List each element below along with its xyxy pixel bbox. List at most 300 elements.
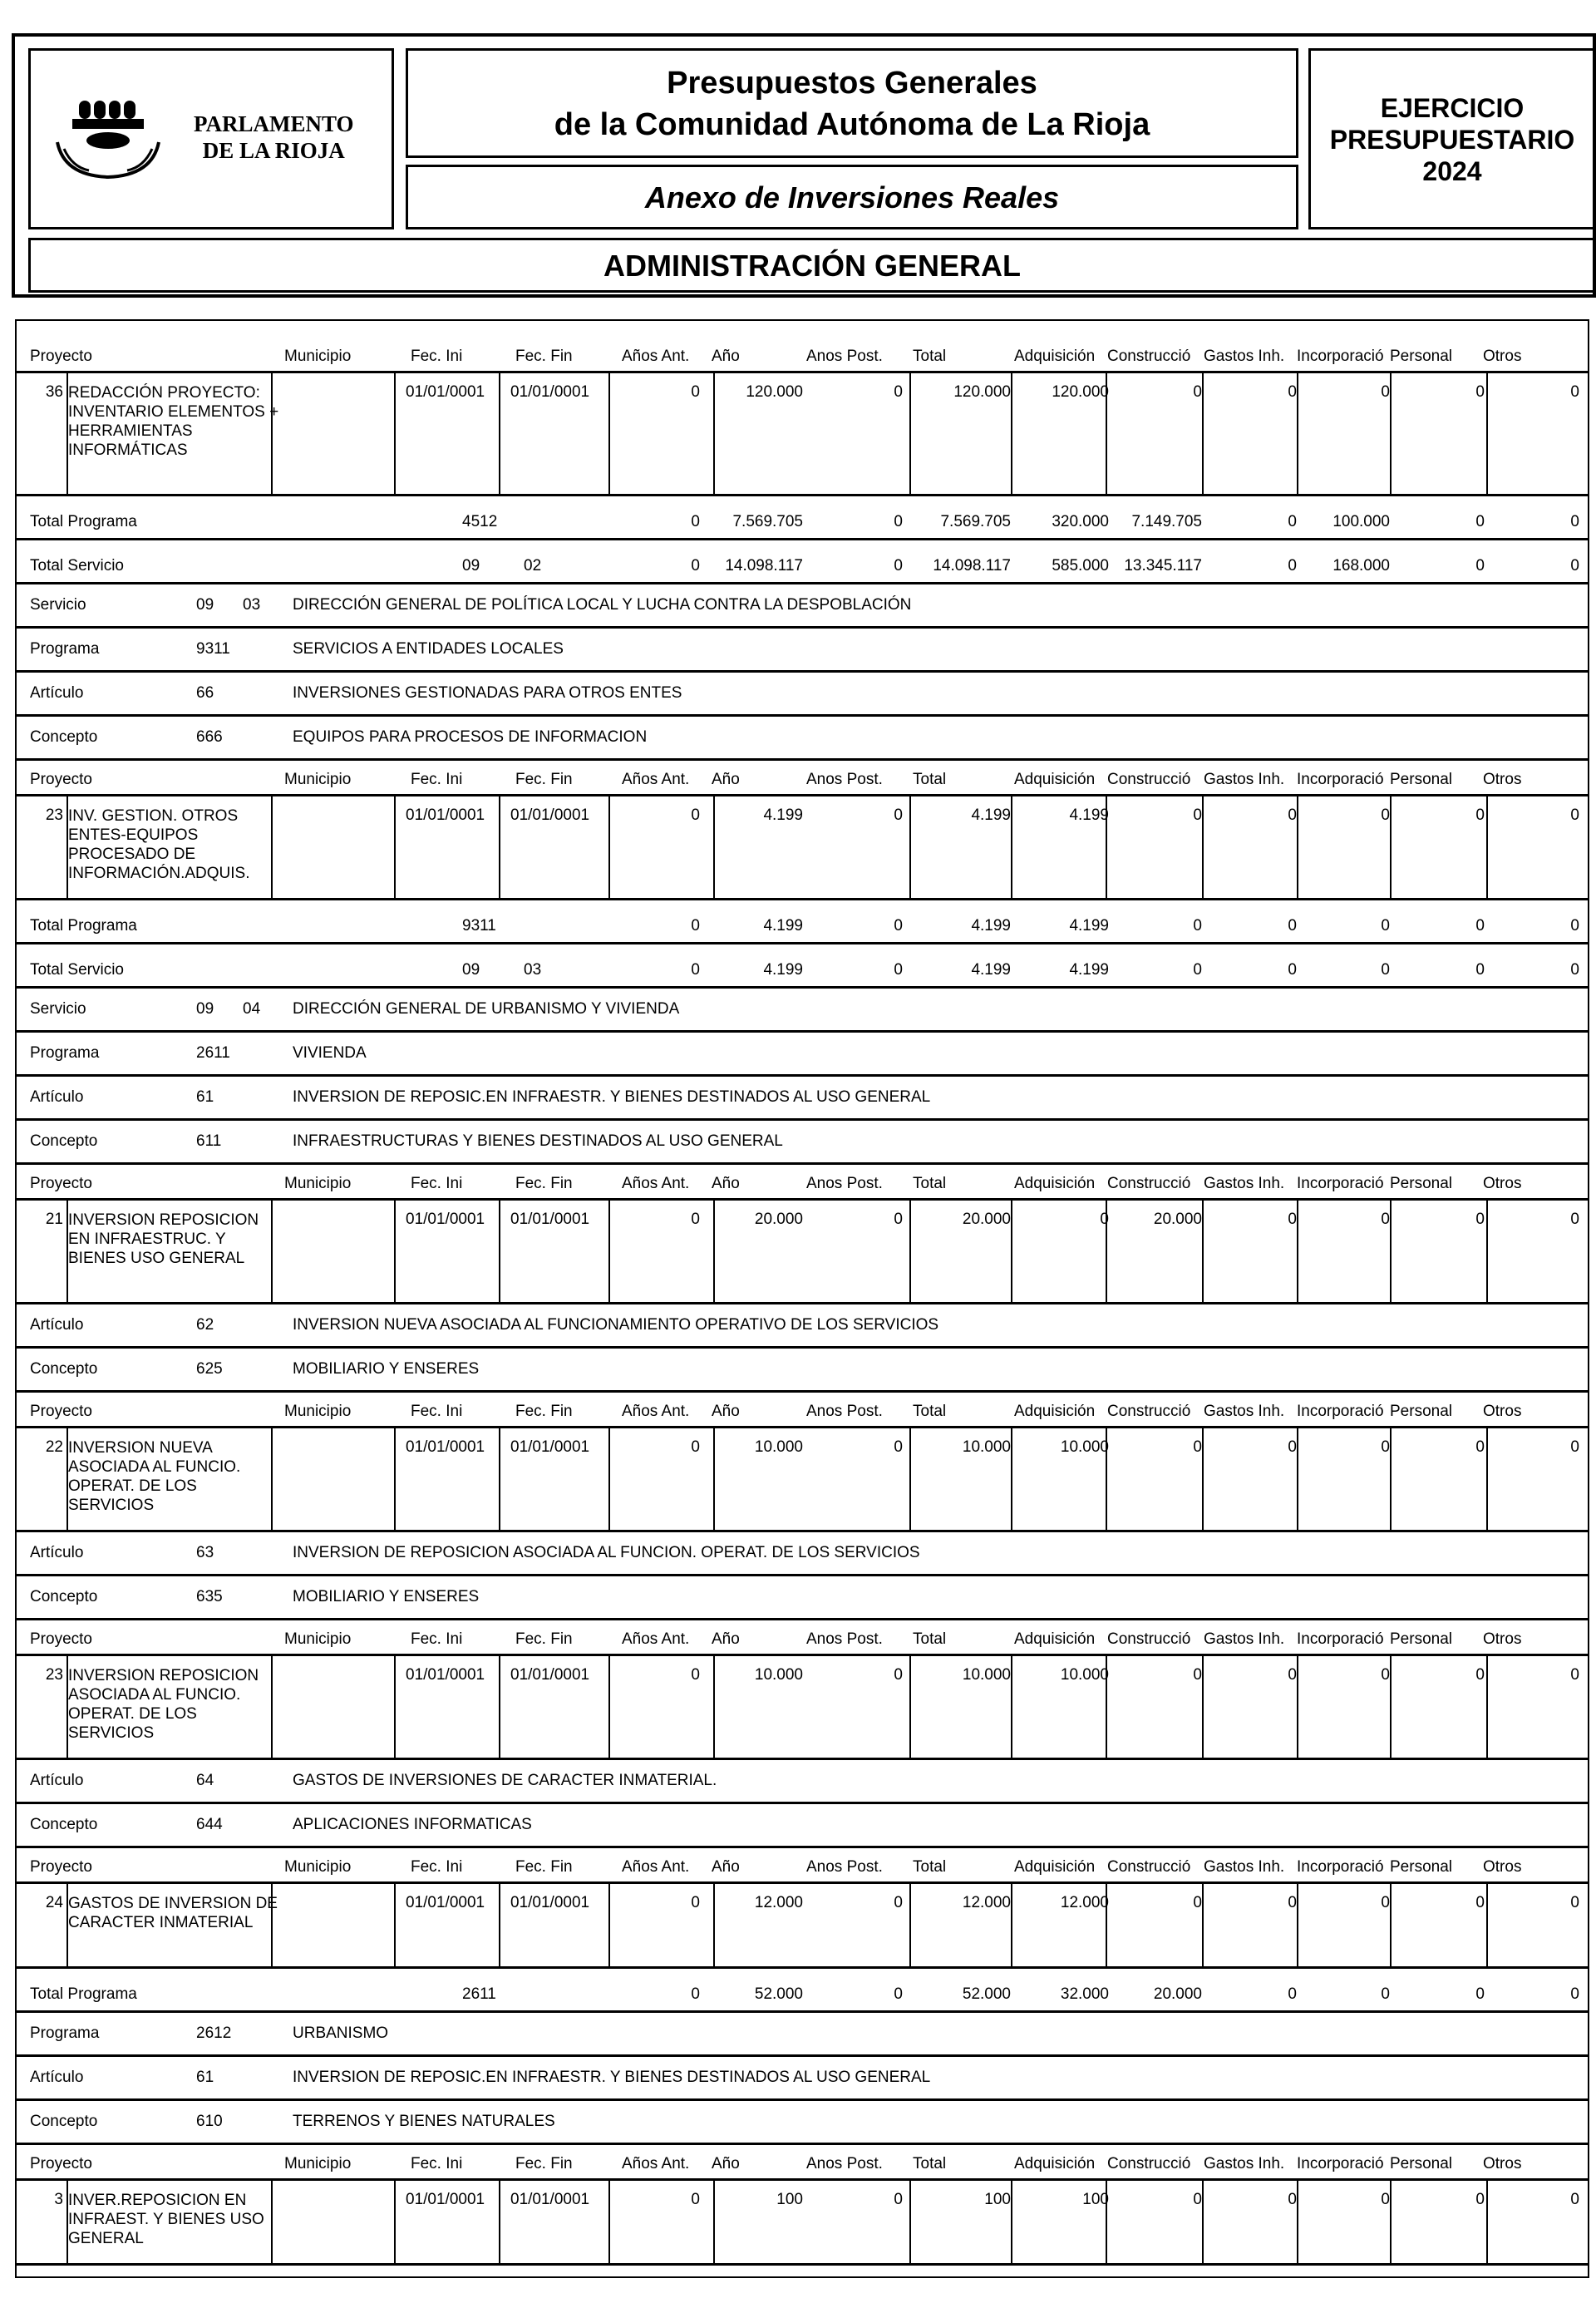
subtitle: Anexo de Inversiones Reales [644, 180, 1060, 215]
column-header-anos-ant: Años Ant. [622, 1403, 690, 1420]
total-value: 4.199 [971, 917, 1011, 935]
project-value: 120.000 [1052, 383, 1109, 401]
project-value: 4.199 [763, 806, 803, 824]
total-label: Total Programa [30, 917, 137, 935]
column-header-anos-post: Anos Post. [806, 1858, 883, 1876]
total-value: 0 [691, 961, 700, 979]
column-header-construccion: Construcció [1107, 1175, 1191, 1192]
column-header-row [17, 1620, 1588, 1654]
column-separator [499, 1428, 500, 1530]
project-number: 24 [45, 1894, 63, 1911]
total-label: Total Servicio [30, 961, 124, 979]
project-value: 0 [1475, 1438, 1485, 1456]
project-row [17, 1426, 1588, 1532]
project-value: 0 [691, 2191, 700, 2208]
ejercicio-year: 2024 [1422, 156, 1482, 186]
project-value: 0 [894, 1438, 903, 1456]
column-header-total: Total [913, 1858, 947, 1876]
total-row [17, 944, 1588, 989]
column-separator [713, 2181, 715, 2263]
total-value: 0 [894, 917, 903, 935]
project-fec-fin: 01/01/0001 [510, 806, 590, 824]
level-name: INVERSIONES GESTIONADAS PARA OTROS ENTES [293, 684, 682, 702]
investment-report-table [15, 319, 1589, 2278]
column-header-ano: Año [712, 1630, 740, 1648]
column-header-fec-ini: Fec. Ini [411, 1403, 463, 1420]
column-header-otros: Otros [1483, 1630, 1522, 1648]
column-header-total: Total [913, 1175, 947, 1192]
project-fec-fin: 01/01/0001 [510, 1666, 590, 1684]
total-value: 0 [1475, 557, 1485, 575]
column-header-fec-ini: Fec. Ini [411, 2155, 463, 2172]
column-header-row [17, 1848, 1588, 1881]
title-box [406, 48, 1298, 158]
total-value: 0 [691, 917, 700, 935]
ejercicio-line-2: PRESUPUESTARIO [1329, 125, 1575, 155]
project-value: 0 [1570, 383, 1579, 401]
column-header-row [17, 761, 1588, 794]
total-value: 52.000 [754, 1985, 803, 2003]
total-code-2: 02 [524, 557, 542, 575]
project-value: 0 [1381, 806, 1390, 824]
column-header-incorporacion: Incorporació [1297, 348, 1384, 365]
column-separator [499, 1656, 500, 1758]
project-value: 0 [1570, 2191, 1579, 2208]
level-code: 610 [196, 2113, 223, 2130]
project-value: 0 [1475, 1211, 1485, 1228]
project-value: 0 [1288, 1211, 1297, 1228]
project-value: 10.000 [1060, 1666, 1109, 1684]
hierarchy-row [17, 1804, 1588, 1848]
project-value: 0 [691, 1666, 700, 1684]
project-row [17, 1198, 1588, 1304]
column-separator [394, 2181, 396, 2263]
level-label: Concepto [30, 2113, 98, 2130]
total-value: 0 [1570, 557, 1579, 575]
total-value: 32.000 [1060, 1985, 1109, 2003]
column-separator [1011, 1656, 1012, 1758]
project-description: INVERSION REPOSICION ASOCIADA AL FUNCIO. OPERAT. DE LOS SERVICIOS [68, 1667, 259, 1742]
column-separator [909, 1656, 911, 1758]
column-header-row [17, 2145, 1588, 2178]
column-separator [909, 1428, 911, 1530]
column-header-otros: Otros [1483, 1858, 1522, 1876]
level-name: SERVICIOS A ENTIDADES LOCALES [293, 640, 564, 658]
level-label: Servicio [30, 596, 86, 614]
column-header-fec-fin: Fec. Fin [515, 1858, 573, 1876]
column-header-personal: Personal [1390, 1403, 1452, 1420]
parliament-emblem-icon [47, 84, 172, 192]
column-header-construccion: Construcció [1107, 1630, 1191, 1648]
column-header-fec-ini: Fec. Ini [411, 348, 463, 365]
total-value: 0 [1570, 1985, 1579, 2003]
column-header-total: Total [913, 348, 947, 365]
project-value: 0 [691, 1438, 700, 1456]
column-header-ano: Año [712, 771, 740, 788]
column-header-proyecto: Proyecto [30, 1858, 92, 1876]
hierarchy-row [17, 717, 1588, 761]
column-separator [1486, 2181, 1488, 2263]
project-value: 0 [1288, 2191, 1297, 2208]
column-separator [909, 1201, 911, 1302]
ejercicio-box [1308, 48, 1596, 229]
column-header-municipio: Municipio [284, 1858, 352, 1876]
total-value: 0 [1193, 961, 1202, 979]
column-header-anos-ant: Años Ant. [622, 1858, 690, 1876]
column-separator [1011, 2181, 1012, 2263]
level-code: 625 [196, 1360, 223, 1378]
project-number: 22 [45, 1438, 63, 1456]
project-value: 10.000 [1060, 1438, 1109, 1456]
level-name: MOBILIARIO Y ENSERES [293, 1360, 480, 1378]
level-code: 63 [196, 1544, 214, 1561]
project-value: 100 [984, 2191, 1011, 2208]
level-label: Programa [30, 640, 100, 658]
column-header-anos-ant: Años Ant. [622, 2155, 690, 2172]
column-separator [499, 796, 500, 898]
total-value: 0 [1193, 917, 1202, 935]
project-value: 0 [1475, 806, 1485, 824]
project-description: REDACCIÓN PROYECTO: INVENTARIO ELEMENTOS + HERRAMIENTAS INFORMÁTICAS [68, 384, 279, 459]
column-separator [499, 2181, 500, 2263]
level-code: 66 [196, 684, 214, 702]
column-header-fec-fin: Fec. Fin [515, 771, 573, 788]
column-separator [394, 373, 396, 494]
project-value: 0 [1193, 1894, 1202, 1911]
project-value: 20.000 [962, 1211, 1011, 1228]
column-header-proyecto: Proyecto [30, 1630, 92, 1648]
column-header-construccion: Construcció [1107, 771, 1191, 788]
column-separator [1297, 2181, 1298, 2263]
hierarchy-row [17, 2101, 1588, 2145]
level-code: 61 [196, 2069, 214, 2086]
column-separator [1202, 1884, 1204, 1966]
total-code: 2611 [462, 1985, 496, 2003]
level-label: Concepto [30, 728, 98, 746]
column-header-personal: Personal [1390, 1175, 1452, 1192]
column-separator [909, 373, 911, 494]
total-value: 7.149.705 [1131, 513, 1202, 530]
project-fec-fin: 01/01/0001 [510, 383, 590, 401]
project-number: 3 [54, 2191, 63, 2208]
project-value: 0 [1570, 1894, 1579, 1911]
column-separator [1390, 796, 1392, 898]
column-header-fec-fin: Fec. Fin [515, 1630, 573, 1648]
column-header-total: Total [913, 2155, 947, 2172]
logo-line-1: PARLAMENTO [194, 111, 354, 136]
column-separator [1202, 1428, 1204, 1530]
level-code: 9311 [196, 640, 230, 658]
total-value: 0 [894, 961, 903, 979]
hierarchy-row [17, 2013, 1588, 2057]
total-value: 0 [1570, 961, 1579, 979]
total-value: 0 [1288, 917, 1297, 935]
project-fec-fin: 01/01/0001 [510, 1894, 590, 1911]
column-header-adquisicion: Adquisición [1014, 1403, 1096, 1420]
column-separator [1486, 1656, 1488, 1758]
project-value: 12.000 [754, 1894, 803, 1911]
level-label: Artículo [30, 684, 84, 702]
column-header-anos-post: Anos Post. [806, 1175, 883, 1192]
total-value: 320.000 [1052, 513, 1109, 530]
total-row [17, 496, 1588, 540]
column-separator [1297, 373, 1298, 494]
column-separator [394, 796, 396, 898]
total-value: 4.199 [763, 961, 803, 979]
project-value: 10.000 [754, 1438, 803, 1456]
column-header-adquisicion: Adquisición [1014, 1630, 1096, 1648]
level-name: INFRAESTRUCTURAS Y BIENES DESTINADOS AL USO GENERAL [293, 1132, 783, 1150]
total-code: 09 [462, 961, 480, 979]
column-separator [608, 1428, 610, 1530]
hierarchy-row [17, 584, 1588, 629]
project-fec-fin: 01/01/0001 [510, 1211, 590, 1228]
level-code: 666 [196, 728, 223, 746]
column-separator [713, 796, 715, 898]
subtitle-box [406, 165, 1298, 229]
hierarchy-row [17, 629, 1588, 673]
total-value: 7.569.705 [732, 513, 803, 530]
column-separator [499, 1884, 500, 1966]
column-separator [608, 373, 610, 494]
total-value: 100.000 [1332, 513, 1390, 530]
level-code: 635 [196, 1588, 223, 1605]
level-label: Artículo [30, 2069, 84, 2086]
column-header-gastos: Gastos Inh. [1204, 1858, 1285, 1876]
project-fec-ini: 01/01/0001 [406, 806, 485, 824]
column-header-anos-post: Anos Post. [806, 1630, 883, 1648]
project-fec-ini: 01/01/0001 [406, 383, 485, 401]
column-header-anos-post: Anos Post. [806, 2155, 883, 2172]
column-separator [713, 1201, 715, 1302]
project-value: 12.000 [1060, 1894, 1109, 1911]
column-header-otros: Otros [1483, 1403, 1522, 1420]
level-code: 09 [196, 1000, 214, 1018]
column-header-proyecto: Proyecto [30, 771, 92, 788]
level-code: 09 [196, 596, 214, 614]
column-header-municipio: Municipio [284, 771, 352, 788]
column-separator [1202, 1656, 1204, 1758]
hierarchy-row [17, 1121, 1588, 1165]
level-label: Artículo [30, 1544, 84, 1561]
column-header-ano: Año [712, 348, 740, 365]
hierarchy-row [17, 2057, 1588, 2101]
level-code: 64 [196, 1772, 214, 1789]
column-separator [1011, 1428, 1012, 1530]
column-header-incorporacion: Incorporació [1297, 1858, 1384, 1876]
column-separator [1486, 1428, 1488, 1530]
column-header-personal: Personal [1390, 348, 1452, 365]
project-value: 0 [1381, 383, 1390, 401]
total-value: 0 [1381, 961, 1390, 979]
total-value: 4.199 [763, 917, 803, 935]
column-header-gastos: Gastos Inh. [1204, 348, 1285, 365]
logo-line-2: DE LA RIOJA [202, 138, 345, 163]
column-header-ano: Año [712, 1403, 740, 1420]
column-separator [1011, 1201, 1012, 1302]
column-header-anos-ant: Años Ant. [622, 348, 690, 365]
column-header-personal: Personal [1390, 1630, 1452, 1648]
total-code: 4512 [462, 513, 498, 530]
total-value: 0 [1475, 961, 1485, 979]
project-value: 0 [1381, 1438, 1390, 1456]
project-number: 23 [45, 1666, 63, 1684]
project-value: 0 [1381, 1211, 1390, 1228]
hierarchy-row [17, 1033, 1588, 1077]
project-value: 0 [1570, 1211, 1579, 1228]
column-separator [499, 373, 500, 494]
project-value: 0 [1381, 1894, 1390, 1911]
level-name: INVERSION DE REPOSIC.EN INFRAESTR. Y BIENES DESTINADOS AL USO GENERAL [293, 2069, 931, 2086]
project-value: 4.199 [1069, 806, 1109, 824]
level-code-2: 03 [243, 596, 261, 614]
level-label: Concepto [30, 1588, 98, 1605]
column-separator [713, 1656, 715, 1758]
column-header-incorporacion: Incorporació [1297, 1175, 1384, 1192]
project-value: 0 [894, 383, 903, 401]
column-separator [713, 1884, 715, 1966]
column-separator [1297, 1884, 1298, 1966]
project-value: 0 [894, 2191, 903, 2208]
project-value: 0 [1288, 1438, 1297, 1456]
project-fec-ini: 01/01/0001 [406, 1666, 485, 1684]
level-label: Programa [30, 1044, 100, 1062]
total-value: 13.345.117 [1124, 557, 1202, 575]
column-header-proyecto: Proyecto [30, 1175, 92, 1192]
project-row [17, 794, 1588, 900]
total-label: Total Servicio [30, 557, 124, 575]
hierarchy-row [17, 1077, 1588, 1121]
project-value: 100 [776, 2191, 803, 2208]
project-value: 0 [1193, 1438, 1202, 1456]
total-code: 09 [462, 557, 480, 575]
column-header-fec-ini: Fec. Ini [411, 1175, 463, 1192]
level-code: 2612 [196, 2024, 232, 2042]
project-description: INVERSION NUEVA ASOCIADA AL FUNCIO. OPERAT. DE LOS SERVICIOS [68, 1439, 241, 1514]
project-value: 0 [1381, 1666, 1390, 1684]
level-code: 61 [196, 1088, 214, 1106]
total-code-2: 03 [524, 961, 542, 979]
column-separator [1297, 1201, 1298, 1302]
column-header-anos-post: Anos Post. [806, 1403, 883, 1420]
column-header-anos-post: Anos Post. [806, 348, 883, 365]
hierarchy-row [17, 989, 1588, 1033]
column-separator [1390, 373, 1392, 494]
project-value: 0 [1193, 806, 1202, 824]
project-description: INVERSION REPOSICION EN INFRAESTRUC. Y BIENES USO GENERAL [68, 1211, 259, 1267]
column-header-incorporacion: Incorporació [1297, 2155, 1384, 2172]
total-value: 168.000 [1332, 557, 1390, 575]
project-fec-fin: 01/01/0001 [510, 2191, 590, 2208]
total-value: 4.199 [1069, 917, 1109, 935]
total-value: 0 [1475, 917, 1485, 935]
column-header-adquisicion: Adquisición [1014, 348, 1096, 365]
project-description: INV. GESTION. OTROS ENTES-EQUIPOS PROCESADO DE INFORMACIÓN.ADQUIS. [68, 807, 250, 882]
total-value: 0 [894, 557, 903, 575]
column-header-total: Total [913, 1403, 947, 1420]
hierarchy-row [17, 673, 1588, 717]
level-name: DIRECCIÓN GENERAL DE URBANISMO Y VIVIENDA [293, 1000, 680, 1018]
column-header-adquisicion: Adquisición [1014, 2155, 1096, 2172]
project-value: 10.000 [962, 1438, 1011, 1456]
level-name: GASTOS DE INVERSIONES DE CARACTER INMATERIAL. [293, 1772, 717, 1789]
column-separator [1297, 1428, 1298, 1530]
column-separator [1390, 1201, 1392, 1302]
project-value: 0 [691, 1211, 700, 1228]
project-value: 0 [1475, 1894, 1485, 1911]
total-value: 0 [1288, 557, 1297, 575]
column-separator [909, 1884, 911, 1966]
column-separator [1202, 796, 1204, 898]
column-header-ano: Año [712, 1175, 740, 1192]
project-value: 0 [691, 806, 700, 824]
column-header-personal: Personal [1390, 2155, 1452, 2172]
column-separator [499, 1201, 500, 1302]
project-row [17, 1881, 1588, 1969]
total-row [17, 1969, 1588, 2013]
column-separator [1390, 1884, 1392, 1966]
total-value: 0 [1570, 917, 1579, 935]
level-name: DIRECCIÓN GENERAL DE POLÍTICA LOCAL Y LUCHA CONTRA LA DESPOBLACIÓN [293, 596, 912, 614]
column-separator [608, 2181, 610, 2263]
project-value: 20.000 [754, 1211, 803, 1228]
project-fec-ini: 01/01/0001 [406, 1438, 485, 1456]
hierarchy-row [17, 1576, 1588, 1620]
level-label: Programa [30, 2024, 100, 2042]
column-separator [394, 1428, 396, 1530]
column-header-row [17, 1393, 1588, 1426]
project-description: INVER.REPOSICION EN INFRAEST. Y BIENES USO GENERAL [68, 2192, 264, 2247]
project-value: 20.000 [1153, 1211, 1202, 1228]
column-header-otros: Otros [1483, 771, 1522, 788]
level-code: 611 [196, 1132, 222, 1150]
column-header-total: Total [913, 1630, 947, 1648]
logo-box [28, 48, 394, 229]
project-value: 0 [1193, 1666, 1202, 1684]
level-name: INVERSION NUEVA ASOCIADA AL FUNCIONAMIENTO OPERATIVO DE LOS SERVICIOS [293, 1316, 939, 1334]
column-header-row [17, 338, 1588, 371]
column-header-municipio: Municipio [284, 2155, 352, 2172]
column-header-row [17, 1165, 1588, 1198]
total-value: 0 [1475, 1985, 1485, 2003]
column-header-adquisicion: Adquisición [1014, 1858, 1096, 1876]
total-value: 0 [691, 557, 700, 575]
column-header-otros: Otros [1483, 348, 1522, 365]
project-value: 0 [1193, 383, 1202, 401]
column-separator [1297, 796, 1298, 898]
column-separator [1011, 373, 1012, 494]
project-value: 0 [1381, 2191, 1390, 2208]
column-separator [1486, 373, 1488, 494]
column-header-otros: Otros [1483, 2155, 1522, 2172]
document-header [12, 33, 1596, 298]
title-line-2: de la Comunidad Autónoma de La Rioja [554, 107, 1150, 142]
column-separator [713, 1428, 715, 1530]
total-value: 0 [1381, 917, 1390, 935]
project-value: 100 [1082, 2191, 1109, 2208]
column-header-gastos: Gastos Inh. [1204, 771, 1285, 788]
total-value: 585.000 [1052, 557, 1109, 575]
column-header-proyecto: Proyecto [30, 348, 92, 365]
column-header-fec-fin: Fec. Fin [515, 348, 573, 365]
section-title: ADMINISTRACIÓN GENERAL [603, 249, 1021, 283]
column-header-construccion: Construcció [1107, 1403, 1191, 1420]
total-row [17, 540, 1588, 584]
level-name: MOBILIARIO Y ENSERES [293, 1588, 480, 1605]
total-value: 0 [1288, 961, 1297, 979]
title-line-1: Presupuestos Generales [667, 66, 1037, 101]
level-code: 644 [196, 1816, 223, 1833]
